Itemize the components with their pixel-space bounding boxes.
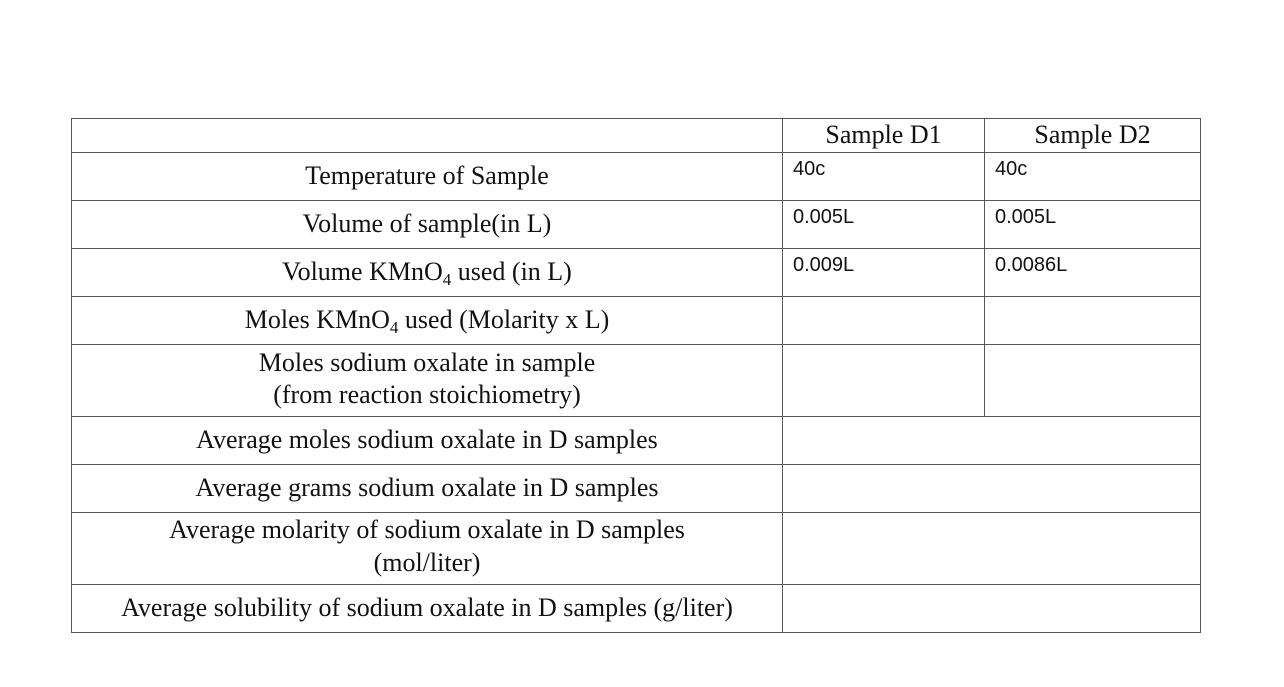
cell-volume-kmno4-d2: 0.0086L [985,249,1201,297]
header-sample-d2: Sample D2 [985,119,1201,153]
row-label-avg-moles: Average moles sodium oxalate in D samples [196,425,658,454]
row-label-cell [72,513,783,585]
label-line: (mol/liter) [373,548,481,577]
subscript: 4 [442,270,452,289]
cell-volume-sample-d2: 0.005L [985,201,1201,249]
row-label-volume-kmno4 [72,249,782,287]
results-table [71,118,1201,633]
table-row-moles-oxalate [72,345,1201,417]
cell-temperature-d1: 40c [783,153,985,201]
row-label-avg-solubility: Average solubility of sodium oxalate in D samples (g/liter) [121,593,733,622]
row-label-temperature: Temperature of Sample [305,161,549,190]
row-label-moles-kmno4 [72,297,782,335]
table-row-volume-kmno4 [72,249,1201,297]
header-blank-cell [72,119,783,153]
row-label-cell [72,153,783,201]
header-sample-d1: Sample D1 [783,119,985,153]
cell-moles-kmno4-d1 [783,297,985,345]
row-label-cell [72,297,783,345]
cell-avg-solubility [783,585,1201,633]
label-text: used (in L) [451,257,572,286]
label-line: Average molarity of sodium oxalate in D samples [169,515,685,544]
row-label-volume-sample: Volume of sample(in L) [302,209,552,238]
cell-temperature-d2: 40c [985,153,1201,201]
table-row-temperature [72,153,1201,201]
row-label-moles-oxalate [72,345,782,411]
table-row-moles-kmno4 [72,297,1201,345]
label-text: Moles KMnO [244,305,390,334]
table-row-avg-solubility [72,585,1201,633]
cell-moles-oxalate-d1 [783,345,985,417]
table-row-avg-molarity [72,513,1201,585]
row-label-cell [72,465,783,513]
label-text: Volume KMnO [282,257,443,286]
cell-volume-kmno4-d1: 0.009L [783,249,985,297]
row-label-cell [72,417,783,465]
row-label-avg-grams: Average grams sodium oxalate in D samples [195,473,659,502]
cell-avg-moles [783,417,1201,465]
cell-volume-sample-d1: 0.005L [783,201,985,249]
cell-moles-oxalate-d2 [985,345,1201,417]
cell-moles-kmno4-d2 [985,297,1201,345]
label-line: Moles sodium oxalate in sample [258,348,596,377]
table-header-row [72,119,1201,153]
cell-avg-molarity [783,513,1201,585]
row-label-cell [72,585,783,633]
subscript: 4 [389,318,399,337]
row-label-cell [72,201,783,249]
row-label-avg-molarity [72,513,782,579]
label-line: (from reaction stoichiometry) [273,380,581,409]
label-text: used (Molarity x L) [398,305,610,334]
table-row-volume-sample [72,201,1201,249]
row-label-cell [72,249,783,297]
table-row-avg-moles [72,417,1201,465]
cell-avg-grams [783,465,1201,513]
table-row-avg-grams [72,465,1201,513]
row-label-cell [72,345,783,417]
